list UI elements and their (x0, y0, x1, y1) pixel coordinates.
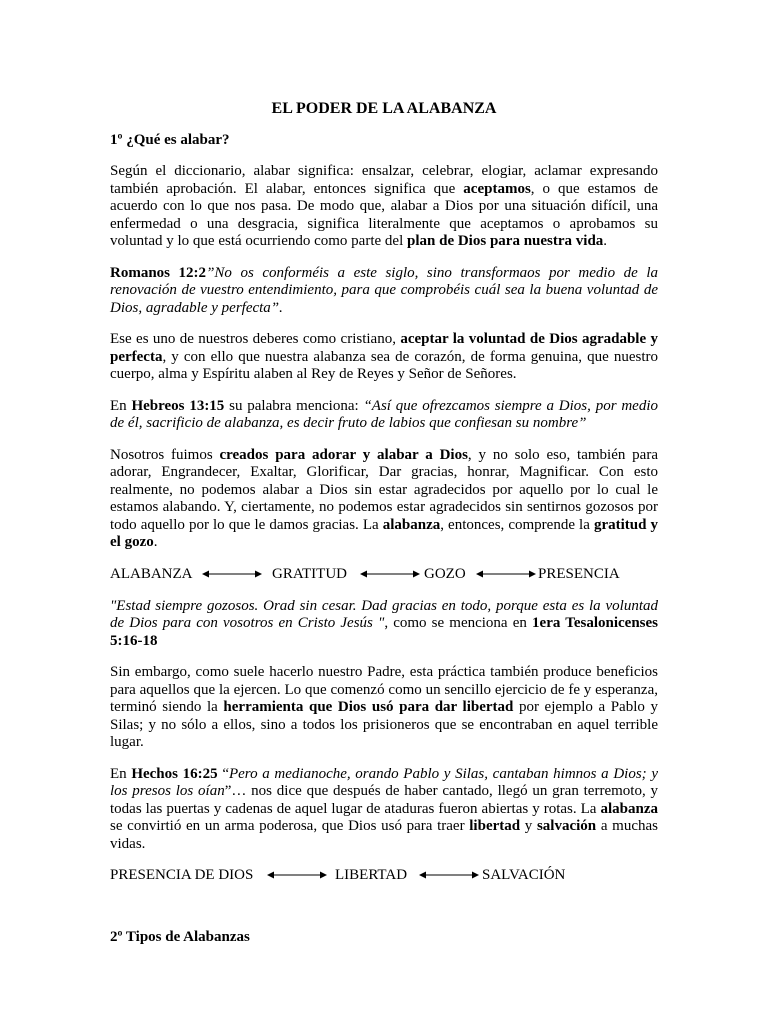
flow-item: LIBERTAD (335, 867, 408, 883)
double-arrow-icon (419, 869, 479, 881)
flow-diagram-2 (110, 867, 658, 885)
double-arrow-icon (360, 568, 420, 580)
double-arrow-icon (202, 568, 262, 580)
paragraph-duty: Ese es uno de nuestros deberes como cristiano, aceptar la voluntad de Dios agradable y perfecta, y con ello que nuestra alabanza sea de corazón, de forma genuina, que nuestro cuerpo, alma y Espíritu alaben al Rey de Reyes y Señor de Señores. (110, 331, 658, 382)
bible-reference: Hechos 16:25 (131, 765, 218, 782)
bible-quote: ”No os conforméis a este siglo, sino transformaos por medio de la renovación de vuestro entendimiento, para que comprobéis cuál sea la buena voluntad de Dios, agradable y perfecta”. (110, 264, 658, 316)
bible-quote: “Así que ofrezcamos siempre a Dios, por medio de él, sacrificio de alabanza, es decir fruto de labios que confiesan su nombre” (110, 397, 658, 431)
flow-item: SALVACIÓN (482, 867, 566, 883)
paragraph-benefits: Sin embargo, como suele hacerlo nuestro Padre, esta práctica también produce beneficios para aquellos que la ejercen. Lo que comenzó como un sencillo ejercicio de fe y esperanza, terminó siendo la herramienta que Dios usó para dar libertad por ejemplo a Pablo y Silas; y no sólo a ellos, sino a todos los prisioneros que se encontraban en aquel terrible lugar. (110, 664, 658, 750)
paragraph-hebreos: En Hebreos 13:15 su palabra menciona: “Así que ofrezcamos siempre a Dios, por medio de él, sacrificio de alabanza, es decir fruto de labios que confiesan su nombre” (110, 397, 658, 431)
paragraph-definition: Según el diccionario, alabar significa: ensalzar, celebrar, elogiar, aclamar expresando también aprobación. El alabar, entonces significa que aceptamos, o que estamos de acuerdo con lo que nos pasa. De modo que, alabar a Dios por una situación difícil, una enfermedad o una desgracia, significa literalmente que aceptamos o aprobamos su voluntad y lo que está ocurriendo como parte del plan de Dios para nuestra vida. (110, 163, 659, 249)
bible-reference: Romanos 12:2 (110, 264, 207, 281)
paragraph-romanos (110, 265, 658, 318)
paragraph-tesalonicenses: "Estad siempre gozosos. Orad sin cesar. Dad gracias en todo, porque esta es la voluntad de Dios para con vosotros en Cristo Jesús ", como se menciona en 1era Tesalonicenses 5:16-18 (110, 597, 659, 649)
paragraph-created: Nosotros fuimos creados para adorar y alabar a Dios, y no solo eso, también para adorar, Engrandecer, Exaltar, Glorificar, Dar gracias, honrar, Magnificar. Con esto realmente, no podemos alabar a Dios sin estar agradecidos por aquello por lo cual le estamos alabando. Y, ciertamente, no podemos estar agradecidos sin sentirnos gozosos por todo aquello por lo que le damos gracias. La alabanza, entonces, comprende la gratitud y el gozo. (110, 446, 658, 550)
bible-quote: Pero a medianoche, orando Pablo y Silas, cantaban himnos a Dios; y los presos los oían (110, 765, 658, 799)
double-arrow-icon (476, 568, 536, 580)
bible-quote: "Estad siempre gozosos. Orad sin cesar. Dad gracias en todo, porque esta es la voluntad de Dios para con vosotros en Cristo Jesús " (110, 597, 658, 631)
double-arrow-icon (267, 869, 327, 881)
document-page (110, 100, 658, 961)
bible-reference: 1era Tesalonicenses 5:16-18 (110, 615, 659, 649)
flow-item: GRATITUD (272, 565, 347, 582)
flow-item: ALABANZA (110, 565, 193, 582)
flow-item: GOZO (424, 565, 466, 582)
paragraph-hechos: En Hechos 16:25 “Pero a medianoche, orando Pablo y Silas, cantaban himnos a Dios; y los presos los oían”… nos dice que después de haber cantado, llegó un gran terremoto, y todas las puertas y cadenas de aquel lugar de ataduras fueron abiertas y rotas. La alabanza se convirtió en un arma poderosa, que Dios usó para traer libertad y salvación a muchas vidas. (110, 765, 658, 852)
section-heading-1: 1º ¿Qué es alabar? (110, 131, 230, 148)
flow-item: PRESENCIA DE DIOS (110, 867, 254, 883)
flow-diagram-1 (110, 566, 658, 584)
bible-reference: Hebreos 13:15 (131, 397, 225, 414)
document-title: EL PODER DE LA ALABANZA (271, 100, 497, 117)
flow-item: PRESENCIA (538, 565, 620, 582)
section-heading-2: 2º Tipos de Alabanzas (110, 929, 250, 945)
